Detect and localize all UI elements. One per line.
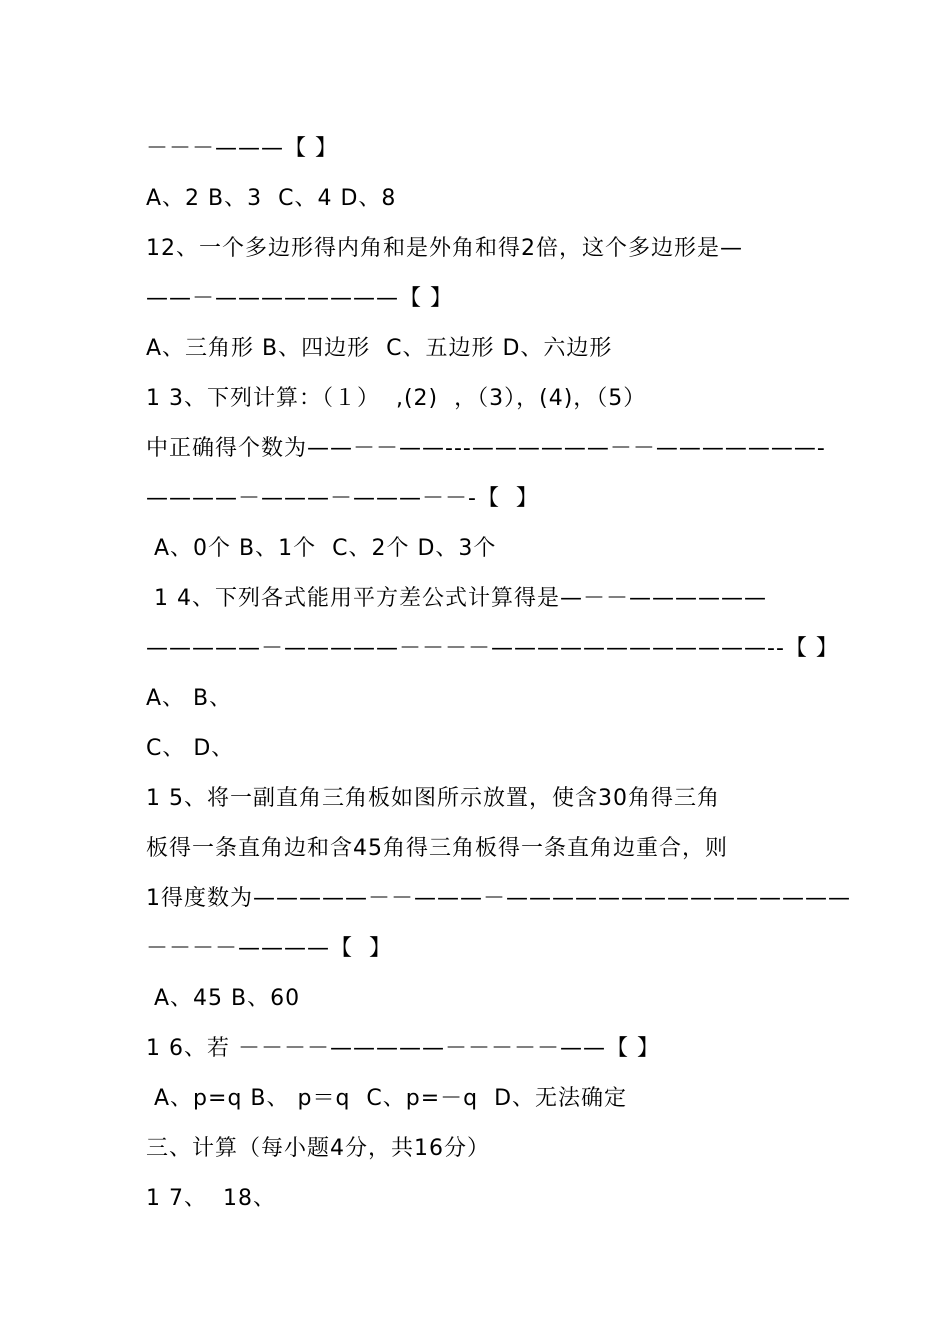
question-13-options: A、0个 B、1个 C、2个 D、3个 bbox=[146, 536, 497, 561]
question-11-tail: －－－———【 】 bbox=[146, 136, 338, 161]
question-14-tail: —————－—————－－－－————————————--【 】 bbox=[146, 636, 839, 661]
question-12-tail: ——－————————【 】 bbox=[146, 286, 453, 311]
question-12-stem: 12、一个多边形得内角和是外角和得2倍，这个多边形是— bbox=[146, 236, 743, 261]
question-15-tail: －－－－————【 】 bbox=[146, 936, 392, 961]
section-3-heading: 三、计算（每小题4分，共16分） bbox=[146, 1136, 490, 1161]
question-13-stem-cont: 中正确得个数为——－－——---——————－－———————- bbox=[146, 436, 826, 461]
question-14-options-cd: C、 D、 bbox=[146, 736, 235, 761]
question-13-tail: ————－———－———－－-【 】 bbox=[146, 486, 539, 511]
question-11-options: A、2 B、3 C、4 D、8 bbox=[146, 186, 397, 211]
questions-17-18: 1 7、 18、 bbox=[146, 1186, 276, 1211]
question-12-options: A、三角形 B、四边形 C、五边形 D、六边形 bbox=[146, 336, 613, 361]
question-13-stem: 1 3、下列计算：（１） ,(2) ，（3），(4)，（5） bbox=[146, 386, 647, 411]
question-15-stem: 1 5、将一副直角三角板如图所示放置，使含30角得三角 bbox=[146, 786, 720, 811]
question-15-options: A、45 B、60 bbox=[146, 986, 301, 1011]
question-15-stem-cont2: 1得度数为—————－－———－——————————————— bbox=[146, 886, 851, 911]
question-15-stem-cont: 板得一条直角边和含45角得三角板得一条直角边重合，则 bbox=[146, 836, 728, 861]
question-14-stem: 1 4、下列各式能用平方差公式计算得是—－－—————— bbox=[146, 586, 767, 611]
question-16-stem: 1 6、若 －－－－—————－－－－－——【 】 bbox=[146, 1036, 660, 1061]
question-14-options-ab: A、 B、 bbox=[146, 686, 233, 711]
question-16-options: A、p=q B、 p＝q C、p=－q D、无法确定 bbox=[146, 1086, 628, 1111]
